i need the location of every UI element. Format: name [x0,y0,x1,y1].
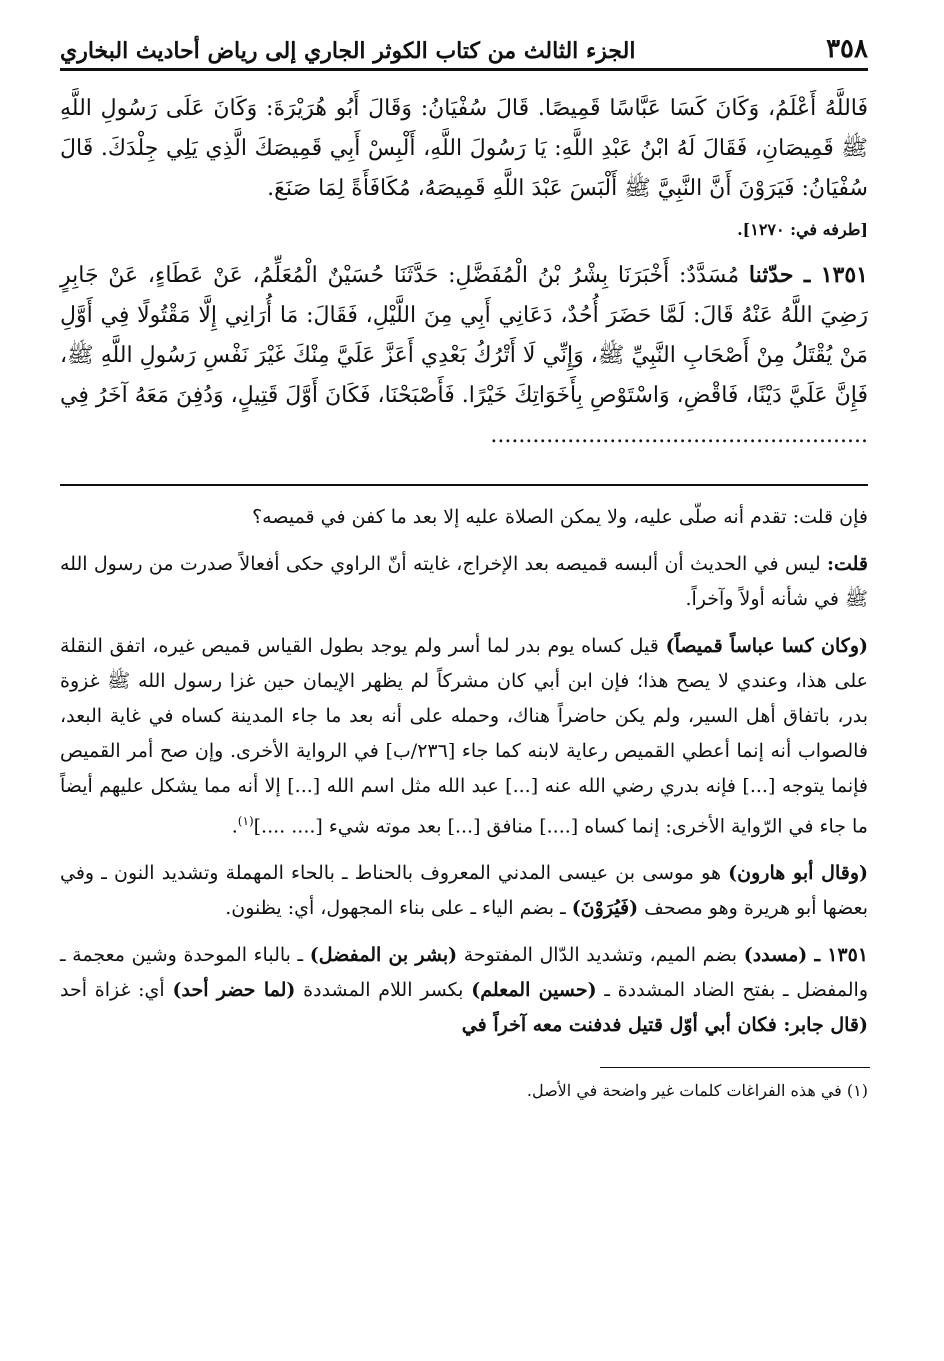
commentary-paragraph [60,938,868,1043]
footnote: (١) في هذه الفراغات كلمات غير واضحة في الأصل. [526,1081,868,1101]
header-rule [60,68,868,71]
footnote-rule [600,1067,870,1068]
taraf-reference: [طرفه في: ١٢٧٠]. [737,220,868,239]
bold-lead: (فَيُرَوْنَ) [571,897,639,920]
page-number: ٣٥٨ [826,34,868,64]
bold-lead: (بشر بن المفضل) [309,944,458,967]
commentary-text: ـ بضم الياء ـ على بناء المجهول، أي: يظنون. [225,897,566,920]
commentary-text: هو موسى بن عيسى المدني المعروف بالحناط ـ بالحاء المهملة وتشديد النون ـ وفي بعضها أبو هريرة وهو مصحف [60,862,868,920]
bold-lead: (قال جابر: فكان أبي أوّل قتيل فدفنت معه آخراً في [461,1014,868,1037]
commentary-text: ـ بالباء الموحدة وشين معجمة ـ والمفضل ـ بفتح الضاد المشددة ـ [60,944,869,1002]
commentary-text: فإن قلت: تقدم أنه صلّى عليه، ولا يمكن الصلاة عليه إلا بعد ما كفن في قميصه؟ [252,506,868,528]
bold-lead: (وكان كسا عباساً قميصاً) [665,635,868,657]
commentary-paragraph [60,500,868,535]
page-header [60,22,868,64]
bold-lead: (وقال أبو هارون) [728,862,868,885]
bold-lead: قلت: [826,553,869,575]
commentary-block [60,500,868,1043]
commentary-paragraph [60,856,868,926]
commentary-rule [60,484,868,486]
footnote-ref: (١) [237,814,254,828]
commentary-text: قيل كساه يوم بدر لما أسر ولم يوجد بطول القياس قميص غيره، اتفق النقلة على هذا، وعندي لا يصح هذا؛ فإن ابن أبي كان مشركاً لم يظهر الإيمان حين غزا رسول الله ﷺ غزوة بدر، باتفاق أهل السير، ولم يكن حاضراً هناك، وحمله على أنه بعد ما جاء المدينة كساه في غاية البعد، فالصواب أنه إنما أعطي القميص رعاية لابنه كما جاء [٢٣٦/ب] في الرواية الأخرى. وإن صح أمر القميص فإنما يتوجه [...] فإنه بدري رضي الله عنه [...] عبد الله مثل اسم الله [...] إلا أنه مما يشكل عليهم أيضاً ما جاء في الرّواية الأخرى: إنما كساه [....] منافق [...] بعد موته شيء [.... ....] [60,635,868,838]
bold-lead: (لما حضر أحد) [172,979,296,1002]
bold-lead: ١٣٥١ ـ (مسدد) [743,944,869,967]
footnote-rule-wrap [60,1067,868,1068]
commentary-text: . [231,815,238,838]
continuation-dots: ...................................................... [490,423,868,448]
bold-lead: (حسين المعلم) [471,979,597,1002]
commentary-text: بكسر اللام المشددة [303,979,464,1002]
commentary-text: بضم الميم، وتشديد الدّال المفتوحة [463,944,738,967]
commentary-paragraph [60,547,868,617]
commentary-text: ليس في الحديث أن ألبسه قميصه بعد الإخراج، غايته أنّ الراوي حكى أفعالاً صدرت من رسول الله ﷺ في شأنه أولاً وآخراً. [60,553,868,610]
hadith-1351 [60,255,868,456]
book-page [60,22,868,1106]
running-title: الجزء الثالث من كتاب الكوثر الجاري إلى رياض أحاديث البخاري [60,38,636,64]
hadith-continuation: فَاللَّهُ أَعْلَمُ، وَكَانَ كَسَا عَبَّاسًا قَمِيصًا. قَالَ سُفْيَانُ: وَقَالَ أَبُو هُرَيْرَةَ: وَكَانَ عَلَى رَسُولِ اللَّهِ ﷺ قَمِيصَانِ، فَقَالَ لَهُ ابْنُ عَبْدِ اللَّهِ: يَا رَسُولَ اللَّهِ، أَلْبِسْ أَبِي قَمِيصَكَ الَّذِي يَلِي جِلْدَكَ. قَالَ سُفْيَانُ: فَيَرَوْنَ أَنَّ النَّبِيَّ ﷺ أَلْبَسَ عَبْدَ اللَّهِ قَمِيصَهُ، مُكَافَأَةً لِمَا صَنَعَ. [60,96,869,201]
commentary-paragraph [60,629,868,844]
hadith-number: ١٣٥١ ـ حدّثنا [748,262,868,288]
hadith-block [60,89,868,456]
commentary-text: أي: غزاة أحد [60,979,165,1002]
hadith-text: مُسَدَّدٌ: أَخْبَرَنَا بِشْرُ بْنُ الْمُفَضَّلِ: حَدَّثَنَا حُسَيْنٌ الْمُعَلِّمُ، عَنْ عَطَاءٍ، عَنْ جَابِرٍ رَضِيَ اللَّهُ عَنْهُ قَالَ: لَمَّا حَضَرَ أُحُدٌ، دَعَانِي أَبِي مِنَ اللَّيْلِ، فَقَالَ: مَا أُرَانِي إِلَّا مَقْتُولًا فِي أَوَّلِ مَنْ يُقْتَلُ مِنْ أَصْحَابِ النَّبِيِّ ﷺ، وَإِنِّي لَا أَتْرُكُ بَعْدِي أَعَزَّ عَلَيَّ مِنْكَ غَيْرَ نَفْسِ رَسُولِ اللَّهِ ﷺ، فَإِنَّ عَلَيَّ دَيْنًا، فَاقْضِ، وَاسْتَوْصِ بِأَخَوَاتِكَ خَيْرًا. فَأَصْبَحْنَا، فَكَانَ أَوَّلَ قَتِيلٍ، وَدُفِنَ مَعَهُ آخَرُ فِي [60,263,868,408]
